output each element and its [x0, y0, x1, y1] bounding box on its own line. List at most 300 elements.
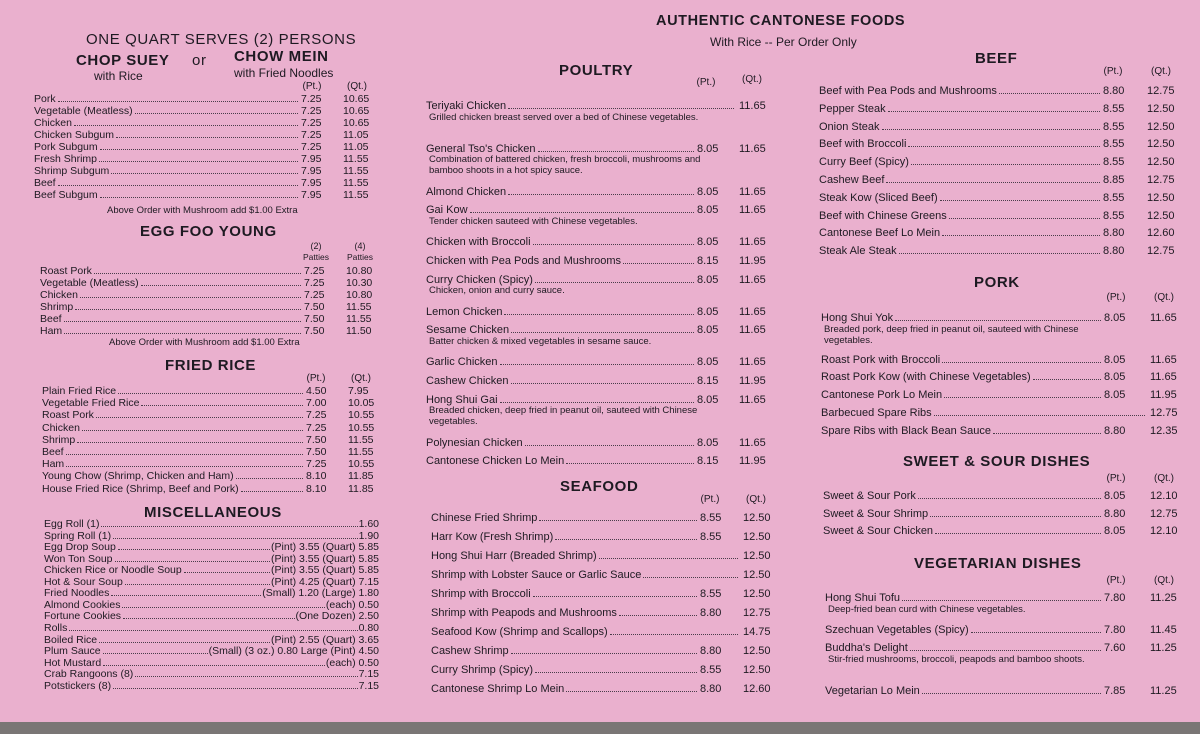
leader-dots	[533, 596, 697, 597]
col-qt: (Qt.)	[1154, 575, 1174, 586]
col-qt: (Qt.)	[351, 373, 371, 384]
menu-item-row	[42, 470, 374, 483]
menu-item-row	[426, 455, 766, 468]
leader-dots	[58, 185, 298, 186]
price-pt: 8.05	[697, 204, 719, 217]
leader-dots	[470, 212, 694, 213]
menu-item-row	[34, 165, 369, 177]
menu-item-row	[431, 645, 771, 657]
leader-dots	[940, 200, 1100, 201]
price-qt: 12.50	[743, 569, 771, 581]
leader-dots	[508, 108, 734, 109]
price-qt: 10.55	[348, 458, 375, 471]
item-name: Rolls	[44, 621, 68, 634]
item-price: 1.60	[358, 518, 379, 530]
item-name: Sesame Chicken	[426, 324, 510, 337]
menu-item-row	[819, 85, 1175, 97]
item-name: Chicken Rice or Noodle Soup	[44, 564, 182, 577]
col-pt: (Pt.)	[1106, 473, 1126, 484]
price-pt: 8.05	[697, 356, 719, 369]
price-pt: 8.55	[1103, 191, 1125, 204]
item-price: (Pint) 3.55 (Quart) 5.85	[271, 552, 379, 565]
price-pt: 7.95	[301, 189, 322, 201]
price-qt: 12.50	[1147, 191, 1175, 204]
menu-item-row	[431, 607, 771, 619]
item-price: 1.90	[358, 529, 379, 542]
menu-item-row	[44, 553, 379, 565]
col-qt: (Qt.)	[1151, 66, 1171, 77]
price-pt: 8.80	[1103, 227, 1125, 240]
menu-item-row	[431, 512, 771, 524]
leader-dots	[944, 397, 1101, 398]
leader-dots	[125, 584, 270, 585]
item-name: Hong Shui Gai	[426, 393, 498, 406]
leader-dots	[141, 285, 301, 286]
leader-dots	[902, 600, 1101, 601]
price-qt: 12.50	[743, 664, 771, 676]
price-pt: 7.25	[306, 409, 327, 422]
item-name: Hong Shui Tofu	[825, 592, 901, 604]
item-name: Potstickers (8)	[44, 679, 112, 692]
price-qt: 11.25	[1150, 592, 1177, 604]
leader-dots	[934, 415, 1145, 416]
menu-item-row	[431, 626, 771, 638]
price-qt: 12.75	[1147, 85, 1175, 97]
price-pt: 7.25	[301, 93, 322, 105]
item-name: Chicken with Broccoli	[426, 236, 531, 249]
menu-item-row	[431, 569, 771, 581]
item-name: Egg Roll (1)	[44, 518, 100, 530]
menu-item-row	[431, 683, 771, 695]
serves-note: ONE QUART SERVES (2) PERSONS	[86, 31, 357, 48]
menu-item-row	[44, 599, 379, 611]
col-4: (4)	[354, 241, 366, 251]
price-qt: 12.50	[743, 512, 771, 524]
menu-item-row	[42, 397, 375, 410]
price-pt: 7.25	[306, 458, 327, 471]
price-pt: 7.25	[301, 105, 322, 117]
price-pt: 7.25	[301, 141, 322, 153]
item-name: Fried Noodles	[44, 587, 110, 600]
price-pt: 8.15	[697, 375, 719, 387]
item-name: Roast Pork with Broccoli	[821, 353, 941, 366]
leader-dots	[77, 442, 303, 443]
price-qt: 11.45	[1150, 623, 1177, 636]
menu-item-row	[44, 518, 379, 530]
col-qt: (Qt.)	[742, 74, 762, 85]
menu-item-row	[40, 301, 372, 313]
menu-item-row	[819, 174, 1175, 186]
seafood-title: SEAFOOD	[560, 478, 639, 495]
price-b: 11.55	[346, 301, 372, 313]
item-name: Vegetable (Meatless)	[40, 277, 139, 289]
price-a: 7.25	[304, 277, 325, 289]
leader-dots	[111, 595, 261, 596]
item-name: Cantonese Chicken Lo Mein	[426, 455, 565, 468]
leader-dots	[82, 430, 303, 431]
menu-item-row	[40, 325, 372, 337]
price-qt: 11.65	[1150, 312, 1177, 324]
price-qt: 11.05	[343, 129, 369, 141]
menu-item-row	[825, 592, 1177, 604]
price-pt: 7.25	[301, 129, 322, 141]
item-name: Roast Pork	[42, 409, 94, 422]
menu-item-row	[42, 446, 374, 458]
price-pt: 8.05	[697, 273, 719, 286]
page-subtitle: With Rice -- Per Order Only	[710, 35, 857, 49]
price-qt: 10.55	[348, 421, 375, 434]
menu-item-row	[426, 204, 766, 217]
item-name: Pork Subgum	[34, 141, 98, 153]
leader-dots	[66, 454, 303, 455]
menu-item-row	[819, 120, 1175, 133]
menu-item-row	[426, 185, 766, 198]
menu-item-row	[821, 312, 1177, 324]
col-pt: (Pt.)	[700, 494, 720, 505]
leader-dots	[935, 533, 1101, 534]
item-name: Fresh Shrimp	[34, 153, 98, 165]
menu-item-row	[821, 389, 1177, 402]
item-name: Lemon Chicken	[426, 305, 503, 318]
leader-dots	[918, 498, 1101, 499]
leader-dots	[69, 630, 357, 631]
menu-item-row	[819, 191, 1175, 204]
item-name: Roast Pork Kow (with Chinese Vegetables)	[821, 371, 1031, 384]
menu-item-row	[426, 393, 766, 406]
price-pt: 8.05	[697, 393, 719, 406]
leader-dots	[895, 320, 1101, 321]
item-name: House Fried Rice (Shrimp, Beef and Pork)	[42, 482, 239, 495]
item-name: Shrimp with Peapods and Mushrooms	[431, 607, 617, 619]
item-name: Shrimp Subgum	[34, 165, 110, 177]
price-pt: 8.05	[1104, 525, 1126, 537]
price-pt: 8.55	[700, 588, 722, 600]
leader-dots	[184, 572, 270, 573]
price-pt: 8.05	[1104, 312, 1126, 324]
menu-item-row	[431, 588, 771, 600]
price-pt: 8.55	[1103, 102, 1125, 115]
item-name: Egg Drop Soup	[44, 541, 116, 554]
item-name: Shrimp with Broccoli	[431, 588, 531, 600]
menu-item-row	[426, 100, 766, 112]
menu-item-row	[426, 356, 766, 369]
item-description: Chicken, onion and curry sauce.	[429, 285, 565, 297]
col-qt: (Qt.)	[746, 494, 766, 505]
price-pt: 4.50	[306, 385, 327, 397]
item-name: Garlic Chicken	[426, 356, 498, 369]
egg-foo-young-title: EGG FOO YOUNG	[140, 223, 277, 240]
item-description: Stir-fried mushrooms, broccoli, peapods and bamboo shoots.	[828, 653, 1085, 665]
price-pt: 7.85	[1104, 684, 1126, 697]
price-qt: 11.55	[343, 189, 369, 201]
price-a: 7.25	[304, 265, 325, 277]
price-pt: 7.80	[1104, 623, 1126, 636]
price-qt: 12.75	[1147, 174, 1175, 186]
item-name: Young Chow (Shrimp, Chicken and Ham)	[42, 470, 234, 483]
price-qt: 11.55	[348, 446, 374, 458]
leader-dots	[908, 146, 1100, 147]
item-name: Curry Chicken (Spicy)	[426, 273, 533, 286]
leader-dots	[525, 445, 694, 446]
price-pt: 8.80	[700, 607, 722, 619]
menu-item-row	[426, 142, 766, 155]
price-qt: 11.95	[1150, 389, 1177, 402]
item-name: Cantonese Shrimp Lo Mein	[431, 683, 565, 695]
item-name: Pepper Steak	[819, 102, 886, 115]
leader-dots	[911, 164, 1100, 165]
price-qt: 12.35	[1150, 424, 1178, 437]
item-price: 7.15	[358, 668, 379, 681]
item-name: Curry Shrimp (Spicy)	[431, 664, 534, 676]
menu-item-row	[34, 105, 370, 117]
menu-item-row	[44, 634, 379, 646]
item-price: (each) 0.50	[325, 656, 379, 669]
price-pt: 8.55	[700, 664, 722, 676]
price-qt: 12.50	[1147, 102, 1175, 115]
item-price: 7.15	[358, 679, 379, 692]
item-name: Beef	[40, 313, 62, 325]
item-description: Combination of battered chicken, fresh broccoli, mushrooms and bamboo shoots in a hot spicy sauce.	[429, 154, 701, 177]
item-description: Grilled chicken breast served over a bed of Chinese vegetables.	[429, 111, 699, 123]
item-name: Chicken Subgum	[34, 129, 114, 141]
price-qt: 11.65	[739, 142, 766, 155]
item-name: Pork	[34, 93, 56, 105]
menu-item-row	[34, 117, 370, 129]
menu-item-row	[44, 668, 379, 680]
price-qt: 11.65	[739, 436, 766, 449]
sweet-sour-title: SWEET & SOUR DISHES	[903, 453, 1091, 470]
item-name: Shrimp	[42, 433, 76, 446]
price-qt: 12.50	[743, 550, 771, 562]
leader-dots	[118, 549, 270, 550]
price-pt: 8.80	[1103, 85, 1125, 97]
item-price: (Pint) 4.25 (Quart) 7.15	[271, 575, 379, 588]
leader-dots	[504, 314, 694, 315]
item-name: Sweet & Sour Pork	[823, 490, 916, 502]
col-pt: (Pt.)	[302, 81, 322, 92]
menu-item-row	[42, 458, 375, 471]
item-name: Szechuan Vegetables (Spicy)	[825, 623, 969, 636]
menu-item-row	[426, 436, 766, 449]
price-pt: 8.55	[1103, 120, 1125, 133]
price-pt: 8.05	[697, 324, 719, 337]
leader-dots	[535, 672, 697, 673]
menu-item-row	[426, 255, 766, 267]
col-4-patties: Patties	[347, 252, 373, 262]
menu-item-row	[42, 482, 374, 495]
item-description: Deep-fried bean curd with Chinese vegetables.	[828, 603, 1026, 615]
leader-dots	[971, 632, 1101, 633]
leader-dots	[599, 558, 738, 559]
menu-item-row	[34, 177, 369, 189]
price-qt: 11.95	[739, 375, 766, 387]
col-pt: (Pt.)	[1103, 66, 1123, 77]
item-name: Crab Rangoons (8)	[44, 668, 134, 681]
price-qt: 10.65	[343, 93, 370, 105]
price-qt: 12.75	[743, 607, 771, 619]
menu-item-row	[819, 245, 1175, 258]
leader-dots	[135, 113, 298, 114]
leader-dots	[58, 101, 298, 102]
leader-dots	[118, 393, 303, 394]
price-pt: 8.85	[1103, 174, 1125, 186]
leader-dots	[103, 665, 325, 666]
leader-dots	[1033, 379, 1101, 380]
price-pt: 8.05	[1104, 353, 1126, 366]
item-name: Beef with Chinese Greens	[819, 209, 947, 222]
price-qt: 12.50	[1147, 156, 1175, 169]
item-name: Chicken with Pea Pods and Mushrooms	[426, 255, 622, 267]
leader-dots	[949, 218, 1100, 219]
item-name: Chicken	[42, 421, 80, 434]
price-qt: 11.05	[343, 141, 369, 153]
leader-dots	[115, 561, 271, 562]
item-name: Ham	[42, 458, 65, 471]
fried-rice-title: FRIED RICE	[165, 357, 257, 374]
price-pt: 7.50	[306, 433, 327, 446]
item-price: (Pint) 3.55 (Quart) 5.85	[271, 564, 379, 577]
item-name: Curry Beef (Spicy)	[819, 156, 909, 169]
page-title: AUTHENTIC CANTONESE FOODS	[656, 13, 906, 29]
price-pt: 8.80	[700, 683, 722, 695]
leader-dots	[500, 402, 694, 403]
item-description: Breaded pork, deep fried in peanut oil, sauteed with Chinese vegetables.	[824, 323, 1079, 346]
col-pt: (Pt.)	[306, 373, 326, 384]
poultry-title: POULTRY	[559, 62, 634, 79]
leader-dots	[942, 362, 1101, 363]
price-pt: 7.50	[306, 446, 327, 458]
price-qt: 11.65	[1150, 371, 1177, 384]
item-description: Tender chicken sauteed with Chinese vegetables.	[429, 215, 638, 227]
price-qt: 11.65	[739, 236, 766, 249]
or-label: or	[192, 52, 207, 69]
menu-item-row	[40, 277, 373, 289]
col-pt: (Pt.)	[696, 77, 716, 88]
leader-dots	[75, 309, 301, 310]
price-pt: 8.10	[306, 470, 327, 483]
item-name: Onion Steak	[819, 120, 880, 133]
price-qt: 11.65	[1150, 353, 1177, 366]
menu-item-row	[44, 657, 379, 669]
menu-item-row	[821, 353, 1177, 366]
menu-item-row	[34, 93, 370, 105]
price-b: 10.80	[346, 265, 373, 277]
chop-suey-note: Above Order with Mushroom add $1.00 Extra	[107, 205, 298, 216]
leader-dots	[882, 129, 1100, 130]
price-qt: 11.55	[343, 165, 369, 177]
price-qt: 11.65	[739, 356, 766, 369]
col-pt: (Pt.)	[1106, 292, 1126, 303]
menu-item-row	[825, 642, 1177, 654]
leader-dots	[99, 161, 298, 162]
col-qt: (Qt.)	[1154, 292, 1174, 303]
menu-item-row	[825, 684, 1177, 697]
item-name: Sweet & Sour Chicken	[823, 525, 934, 537]
item-name: Plum Sauce	[44, 645, 101, 658]
leader-dots	[141, 405, 303, 406]
price-pt: 8.05	[697, 436, 719, 449]
price-pt: 8.05	[1104, 389, 1126, 402]
price-qt: 11.65	[739, 204, 766, 217]
menu-item-row	[44, 541, 379, 553]
menu-item-row	[426, 305, 766, 318]
beef-title: BEEF	[975, 50, 1018, 67]
price-qt: 7.95	[348, 385, 369, 397]
chop-suey-sub: with Rice	[94, 69, 143, 83]
leader-dots	[538, 151, 694, 152]
leader-dots	[113, 538, 357, 539]
price-qt: 11.85	[348, 482, 374, 495]
price-a: 7.50	[304, 313, 325, 325]
pork-title: PORK	[974, 274, 1020, 291]
menu-item-row	[819, 138, 1175, 151]
leader-dots	[113, 688, 357, 689]
leader-dots	[535, 282, 694, 283]
price-pt: 8.05	[697, 185, 719, 198]
menu-item-row	[821, 406, 1178, 419]
price-pt: 7.95	[301, 177, 322, 189]
item-price: (Small) 1.20 (Large) 1.80	[262, 587, 379, 600]
price-qt: 12.75	[1147, 245, 1175, 258]
item-name: Polynesian Chicken	[426, 436, 523, 449]
menu-item-row	[823, 507, 1178, 520]
menu-item-row	[42, 409, 375, 422]
leader-dots	[511, 383, 694, 384]
price-a: 7.50	[304, 301, 325, 313]
menu-item-row	[34, 129, 369, 141]
item-price: (each) 0.50	[325, 598, 379, 611]
item-name: Cantonese Beef Lo Mein	[819, 227, 941, 240]
price-b: 11.55	[346, 313, 372, 325]
leader-dots	[103, 653, 208, 654]
price-qt: 10.05	[348, 397, 375, 410]
item-description: Batter chicken & mixed vegetables in sesame sauce.	[429, 335, 652, 347]
price-b: 10.30	[346, 277, 373, 289]
leader-dots	[123, 618, 294, 619]
item-name: Cashew Beef	[819, 174, 885, 186]
price-qt: 10.65	[343, 105, 370, 117]
leader-dots	[99, 642, 270, 643]
chow-mein-sub: with Fried Noodles	[234, 66, 334, 80]
menu-item-row	[44, 622, 379, 634]
item-name: Hot & Sour Soup	[44, 575, 123, 588]
menu-item-row	[44, 587, 379, 599]
price-qt: 11.25	[1150, 642, 1177, 654]
item-name: Harr Kow (Fresh Shrimp)	[431, 531, 554, 543]
leader-dots	[922, 693, 1101, 694]
leader-dots	[241, 491, 303, 492]
price-pt: 8.05	[697, 305, 719, 318]
leader-dots	[886, 182, 1100, 183]
price-pt: 7.25	[301, 117, 322, 129]
item-name: Almond Chicken	[426, 185, 507, 198]
leader-dots	[643, 577, 738, 578]
price-qt: 10.65	[343, 117, 370, 129]
col-2: (2)	[310, 241, 322, 251]
menu-item-row	[34, 153, 369, 165]
item-name: Spare Ribs with Black Bean Sauce	[821, 424, 991, 437]
leader-dots	[64, 333, 301, 334]
egg-foo-young-note: Above Order with Mushroom add $1.00 Extra	[109, 337, 300, 348]
menu-item-row	[819, 102, 1175, 115]
leader-dots	[122, 607, 324, 608]
price-pt: 8.15	[697, 255, 719, 267]
item-price: (Small) (3 oz.) 0.80 Large (Pint) 4.50	[208, 645, 379, 658]
leader-dots	[101, 526, 357, 527]
leader-dots	[566, 463, 694, 464]
leader-dots	[942, 235, 1100, 236]
menu-item-row	[44, 576, 379, 588]
